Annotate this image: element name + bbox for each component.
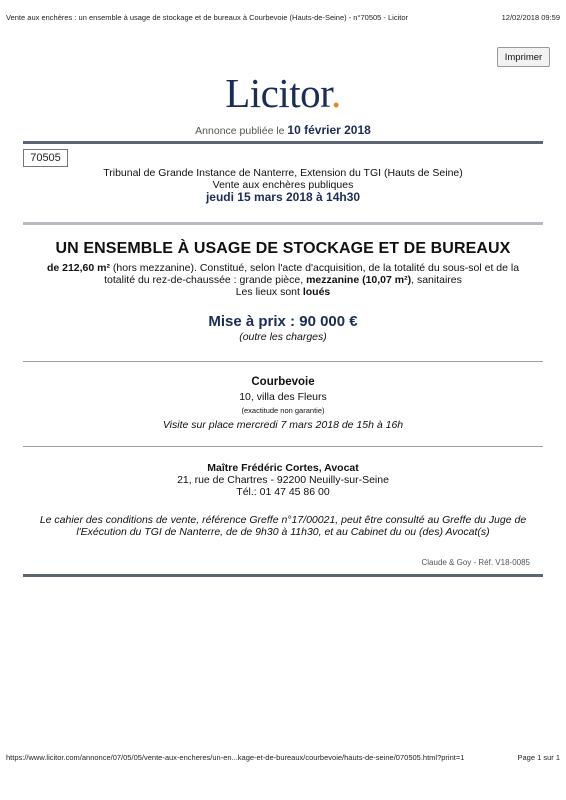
print-url: https://www.licitor.com/annonce/07/05/05/vente-aux-encheres/un-en...kage-et-de-bureaux/courbevoie/hauts-de-seine/070505.html?print=1 [6,753,465,762]
property-description-1 [30,262,536,275]
occupancy-prefix: Les lieux sont [235,286,303,298]
publication-prefix: Annonce publiée le [195,125,285,137]
lawyer-phone: Tél.: 01 47 45 86 00 [236,486,330,498]
credit-reference: Claude & Goy - Réf. V18-0085 [421,558,530,567]
description-text: , sanitaires [411,274,462,286]
property-title: UN ENSEMBLE À USAGE DE STOCKAGE ET DE BUREAUX [55,240,511,257]
licitor-logo[interactable] [0,70,566,116]
publication-line [0,123,566,137]
logo-dot: . [331,70,341,116]
divider-location [23,446,543,447]
conditions-line-1: Le cahier des conditions de vente, référence Greffe n°17/00021, peut être consulté au Greffe du Juge de [39,514,527,526]
page-number: Page 1 sur 1 [517,753,560,762]
mezzanine-surface: mezzanine (10,07 m²) [306,274,412,286]
starting-price: Mise à prix : 90 000 € [208,313,358,330]
print-page-title: Vente aux enchères : un ensemble à usage de stockage et de bureaux à Courbevoie (Hauts-de-Seine) - n°70505 - Licitor [6,13,408,22]
description-text: totalité du rez-de-chaussée : grande pièce, [104,274,307,286]
divider-top [23,141,543,144]
price-note: (outre les charges) [239,331,327,343]
logo-text: Licitor [225,70,332,116]
location-address: 10, villa des Fleurs [239,391,327,403]
location-city: Courbevoie [251,376,315,388]
lawyer-name: Maître Frédéric Cortes, Avocat [207,462,359,474]
divider-court [23,222,543,225]
print-datetime: 12/02/2018 09:59 [501,13,560,22]
reference-box: 70505 [23,149,68,167]
sale-date: jeudi 15 mars 2018 à 14h30 [205,190,361,204]
lawyer-address: 21, rue de Chartres - 92200 Neuilly-sur-Seine [177,474,389,486]
visit-info: Visite sur place mercredi 7 mars 2018 de 15h à 16h [162,419,404,431]
property-description-2 [30,274,536,287]
description-text: (hors mezzanine). Constitué, selon l'acte d'acquisition, de la totalité du sous-sol et de la [109,262,520,274]
address-note: (exactitude non garantie) [241,406,325,415]
court-name: Tribunal de Grande Instance de Nanterre, Extension du TGI (Hauts de Seine) [103,167,463,179]
occupancy-value: loués [302,286,331,298]
occupancy-status [30,286,536,299]
sale-type: Vente aux enchères publiques [212,179,354,191]
print-button[interactable]: Imprimer [497,47,550,67]
publication-date: 10 février 2018 [287,123,371,137]
divider-price [23,361,543,362]
divider-bottom [23,574,543,577]
property-surface: de 212,60 m² [46,262,110,274]
conditions-line-2: l'Exécution du TGI de Nanterre, de de 9h30 à 11h30, et au Cabinet du ou (des) Avocat(s) [76,526,490,538]
